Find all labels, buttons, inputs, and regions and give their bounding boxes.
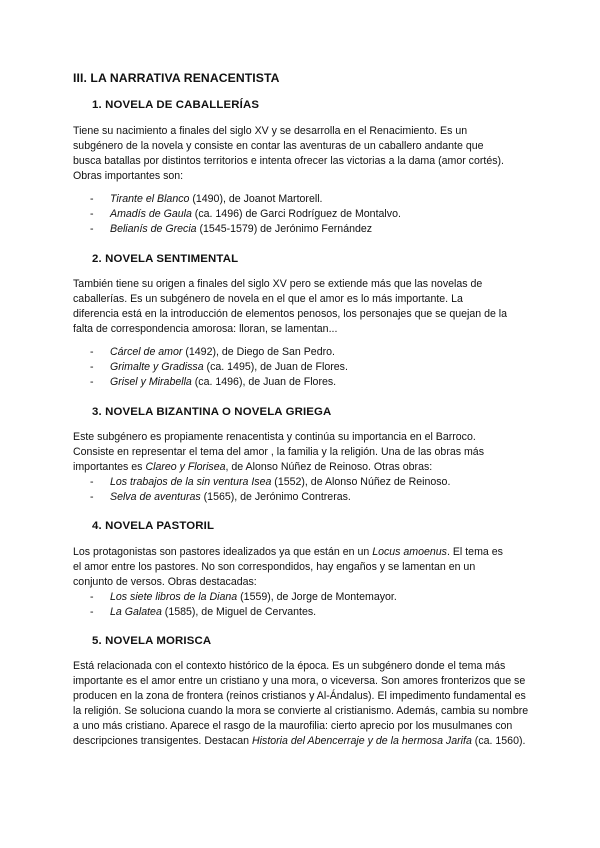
section-heading-bizantina: 3. NOVELA BIZANTINA O NOVELA GRIEGA	[92, 406, 332, 418]
work-title: Los trabajos de la sin ventura Isea	[110, 476, 272, 488]
list-item	[90, 375, 348, 390]
list-item	[90, 360, 348, 375]
dash-bullet: -	[90, 223, 94, 236]
paragraph-line: Tiene su nacimiento a finales del siglo XV y se desarrolla en el Renacimiento. Es un	[73, 125, 468, 137]
section-heading-morisca: 5. NOVELA MORISCA	[92, 635, 212, 647]
dash-bullet: -	[90, 591, 94, 603]
work-details: (1565), de Jerónimo Contreras.	[200, 491, 351, 504]
work-title: Amadís de Gaula	[110, 208, 192, 221]
works-list-sentimental	[90, 345, 348, 390]
list-item	[90, 490, 450, 505]
dash-bullet: -	[90, 208, 94, 221]
work-details: (1559), de Jorge de Montemayor.	[237, 591, 397, 603]
work-title: Tirante el Blanco	[110, 193, 190, 205]
list-item	[90, 192, 401, 207]
paragraph-line: falta de correspondencia amorosa: lloran, se lamentan...	[73, 323, 338, 336]
paragraph-line: la religión. Se soluciona cuando la mora se convierte al cristianismo. Además, cambia su nombre	[73, 705, 529, 718]
paragraph-line	[73, 460, 535, 475]
dash-bullet: -	[90, 476, 94, 488]
section-paragraph-morisca	[73, 659, 535, 750]
work-title: La Galatea	[110, 606, 162, 619]
dash-bullet: -	[90, 491, 94, 504]
work-details: (1552), de Alonso Núñez de Reinoso.	[271, 476, 451, 488]
paragraph-line	[73, 734, 535, 749]
paragraph-line: caballerías. Es un subgénero de novela en el que el amor es lo más importante. La	[73, 293, 463, 306]
work-details: (ca. 1496) de Garci Rodríguez de Montalvo.	[191, 208, 401, 221]
paragraph-line: conjunto de versos. Obras destacadas:	[73, 576, 257, 589]
list-item	[90, 590, 397, 605]
paragraph-line: diferencia está en la introducción de elementos penosos, los personajes que se quejan de la	[73, 308, 508, 321]
work-title: Belianís de Grecia	[110, 223, 197, 236]
dash-bullet: -	[90, 361, 94, 374]
paragraph-line: También tiene su origen a finales del siglo XV pero se extiende más que las novelas de	[73, 278, 483, 290]
section-paragraph-pastoril	[73, 545, 535, 590]
section-paragraph-caballerias	[73, 124, 535, 184]
works-list-caballerias	[90, 192, 401, 237]
paragraph-line: Obras importantes son:	[73, 170, 184, 183]
list-item	[90, 222, 401, 237]
text-run: , de Alonso Núñez de Reinoso. Otras obras:	[225, 461, 433, 474]
work-title: Los siete libros de la Diana	[110, 591, 238, 603]
work-title: Selva de aventuras	[110, 491, 201, 504]
dash-bullet: -	[90, 606, 94, 619]
work-title: Clareo y Florisea	[145, 461, 226, 474]
section-heading-caballerias: 1. NOVELA DE CABALLERÍAS	[92, 99, 260, 111]
dash-bullet: -	[90, 376, 94, 389]
paragraph-line: Este subgénero es propiamente renacentista y continúa su importancia en el Barroco.	[73, 431, 476, 443]
section-paragraph-bizantina	[73, 430, 535, 475]
work-details: (ca. 1495), de Juan de Flores.	[203, 361, 348, 374]
work-title: Grimalte y Gradissa	[110, 361, 204, 374]
paragraph-line: a uno más cristiano. Aparece el rasgo de la maurofilia: cierto aprecio por los musulmanes con	[73, 720, 513, 733]
section-paragraph-sentimental	[73, 277, 535, 337]
paragraph-line: Consiste en representar el tema del amor , la familia y la religión. Una de las obras más	[73, 446, 484, 459]
work-details: (1490), de Joanot Martorell.	[189, 193, 323, 205]
paragraph-line: importante es el amor entre un cristiano y una mora, o viceversa. Son amores fronterizos que se	[73, 675, 526, 688]
list-item	[90, 605, 397, 620]
work-details: (ca. 1496), de Juan de Flores.	[191, 376, 337, 389]
paragraph-line: Está relacionada con el contexto histórico de la época. Es un subgénero donde el tema más	[73, 660, 506, 672]
list-item	[90, 345, 348, 360]
works-list-pastoril	[90, 590, 397, 620]
work-details: (1585), de Miguel de Cervantes.	[161, 606, 317, 619]
text-run: . El tema es	[446, 546, 503, 558]
work-title: Cárcel de amor	[110, 346, 183, 358]
paragraph-line: el amor entre los pastores. No son correspondidos, hay engaños y se lamentan en un	[73, 561, 476, 574]
dash-bullet: -	[90, 193, 94, 205]
paragraph-line: producen en la zona de frontera (reinos cristianos y Al-Ándalus). El impedimento fundamental es	[73, 690, 526, 703]
section-heading-sentimental: 2. NOVELA SENTIMENTAL	[92, 253, 239, 265]
work-title: Grisel y Mirabella	[110, 376, 192, 389]
list-item	[90, 475, 450, 490]
work-details: (1492), de Diego de San Pedro.	[182, 346, 335, 358]
dash-bullet: -	[90, 346, 94, 358]
work-title: Locus amoenus	[372, 546, 447, 558]
text-run: importantes es	[73, 461, 146, 474]
work-details: (1545-1579) de Jerónimo Fernández	[196, 223, 373, 236]
paragraph-line: subgénero de la novela y consiste en contar las aventuras de un caballero andante que	[73, 140, 484, 153]
document-title: III. LA NARRATIVA RENACENTISTA	[73, 71, 280, 85]
text-run: Los protagonistas son pastores idealizados ya que están en un	[73, 546, 373, 558]
paragraph-line	[73, 545, 535, 560]
paragraph-line: busca batallas por distintos territorios e intenta ofrecer las victorias a la dama (amor cortés).	[73, 155, 504, 168]
work-title: Historia del Abencerraje y de la hermosa Jarifa	[252, 735, 472, 748]
section-heading-pastoril: 4. NOVELA PASTORIL	[92, 520, 215, 532]
text-run: (ca. 1560).	[471, 735, 526, 748]
text-run: descripciones transigentes. Destacan	[73, 735, 253, 748]
works-list-bizantina	[90, 475, 450, 505]
list-item	[90, 207, 401, 222]
